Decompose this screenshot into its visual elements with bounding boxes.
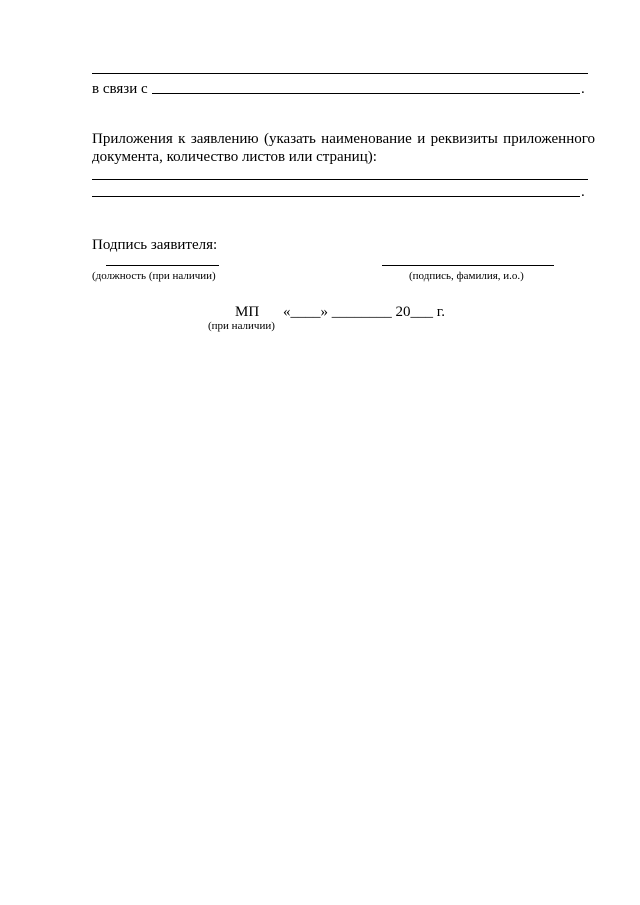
position-caption: (должность (при наличии) — [92, 270, 216, 282]
attachments-text-line-2: документа, количество листов или страниц): — [92, 149, 377, 165]
position-input-line[interactable] — [106, 265, 219, 266]
attachments-input-line-1[interactable] — [92, 179, 588, 180]
attachments-end-mark: . — [581, 184, 585, 200]
signature-input-line[interactable] — [382, 265, 554, 266]
attachments-text-line-1: Приложения к заявлению (указать наименование и реквизиты приложенного — [92, 131, 595, 147]
stamp-mp-label: МП — [235, 304, 260, 320]
date-field[interactable]: «____» ________ 20___ г. — [283, 304, 445, 320]
reason-input-line[interactable] — [152, 93, 580, 94]
reason-prefix: в связи с — [92, 81, 148, 97]
blank-line-top[interactable] — [92, 73, 588, 74]
stamp-note: (при наличии) — [208, 320, 275, 332]
reason-end-mark: . — [581, 81, 585, 97]
signature-title: Подпись заявителя: — [92, 237, 218, 253]
attachments-input-line-2[interactable] — [92, 196, 580, 197]
signature-caption: (подпись, фамилия, и.о.) — [409, 270, 524, 282]
